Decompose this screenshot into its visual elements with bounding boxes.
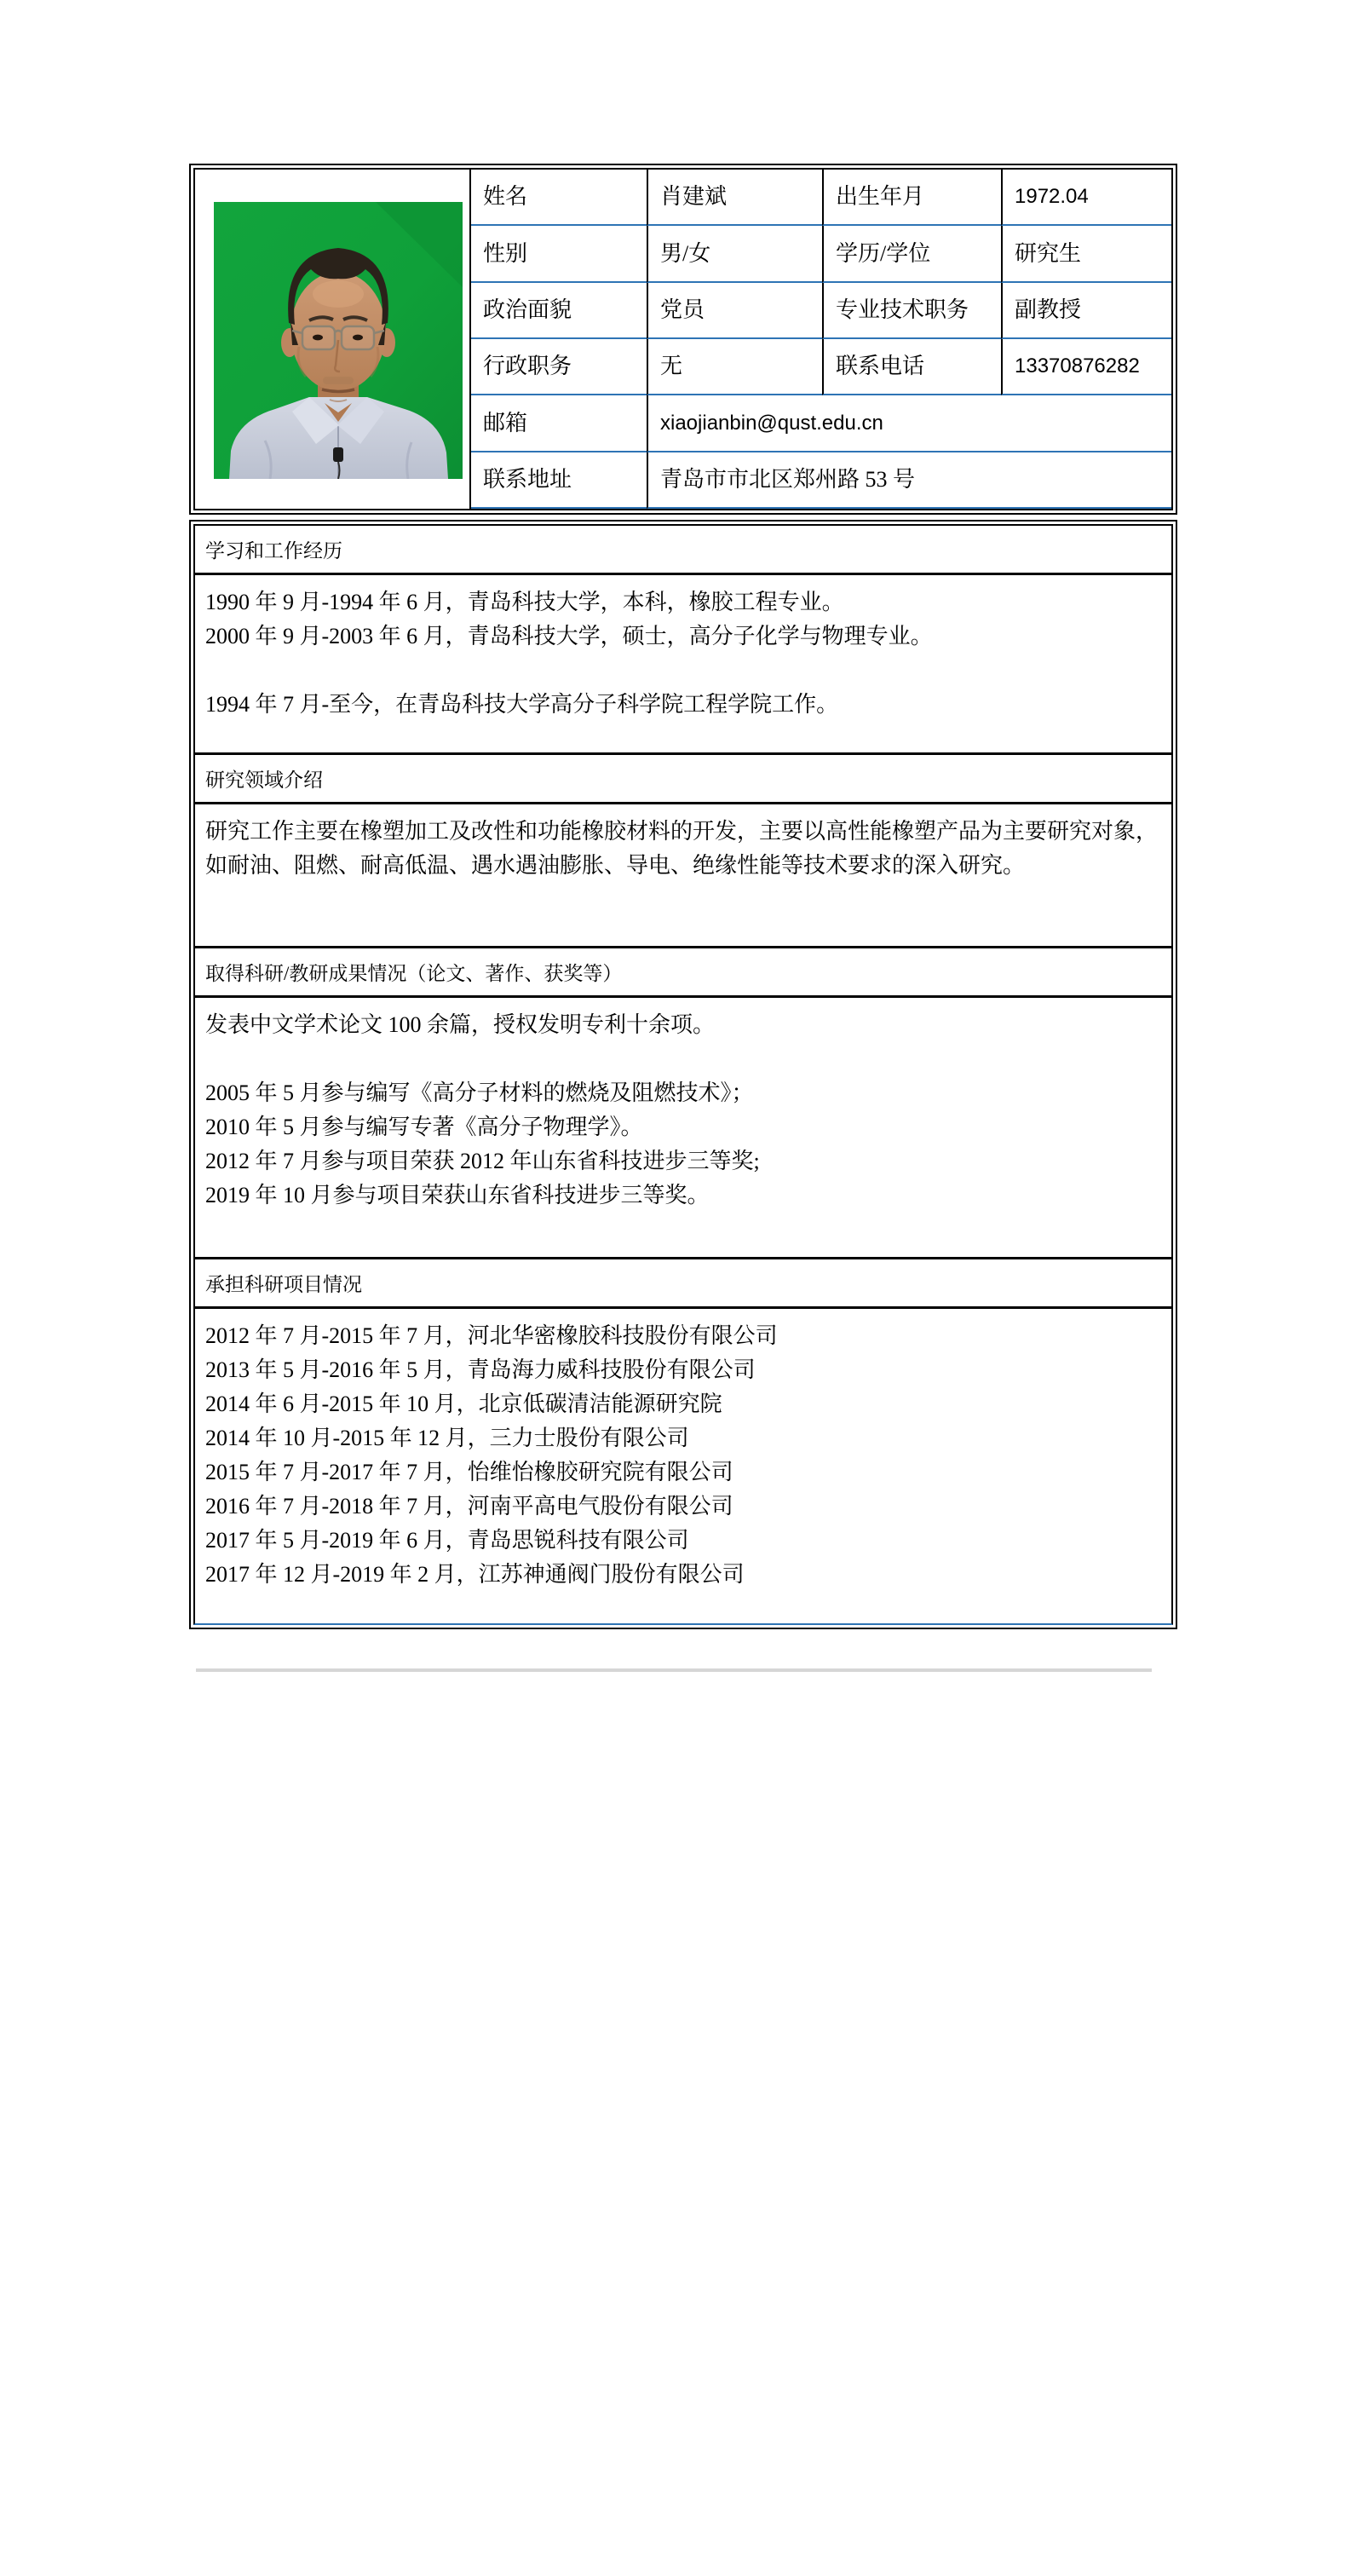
info-label: 出生年月 — [822, 170, 1001, 226]
info-value: 无 — [647, 339, 822, 395]
info-grid — [471, 170, 1171, 509]
section-content — [195, 804, 1171, 946]
profile-info-table-inner — [193, 168, 1173, 510]
content-line: 2017 年 5 月-2019 年 6 月，青岛思锐科技有限公司 — [205, 1528, 689, 1553]
content-line: 2012 年 7 月参与项目荣获 2012 年山东省科技进步三等奖; — [205, 1149, 760, 1173]
content-line: 2014 年 6 月-2015 年 10 月，北京低碳清洁能源研究院 — [205, 1392, 722, 1416]
content-line: 发表中文学术论文 100 余篇，授权发明专利十余项。 — [205, 1012, 716, 1037]
section-title: 取得科研/教研成果情况（论文、著作、获奖等） — [195, 946, 1171, 998]
content-line: 1990 年 9 月-1994 年 6 月，青岛科技大学，本科，橡胶工程专业。 — [205, 590, 844, 614]
section-content — [195, 998, 1171, 1257]
detail-table — [189, 520, 1177, 1629]
info-value: 13370876282 — [1001, 339, 1171, 395]
content-line: 2012 年 7 月-2015 年 7 月，河北华密橡胶科技股份有限公司 — [205, 1323, 778, 1348]
info-label: 性别 — [471, 226, 647, 282]
info-label: 专业技术职务 — [822, 283, 1001, 339]
content-line: 2014 年 10 月-2015 年 12 月，三力士股份有限公司 — [205, 1426, 689, 1450]
info-label: 行政职务 — [471, 339, 647, 395]
content-line — [205, 654, 1161, 688]
profile-photo — [214, 202, 463, 479]
content-line: 2000 年 9 月-2003 年 6 月，青岛科技大学，硕士，高分子化学与物理专业。 — [205, 624, 933, 648]
info-label: 学历/学位 — [822, 226, 1001, 282]
content-line: 2015 年 7 月-2017 年 7 月，怡维怡橡胶研究院有限公司 — [205, 1460, 733, 1484]
info-value: 肖建斌 — [647, 170, 822, 226]
content-line: 2019 年 10 月参与项目荣获山东省科技进步三等奖。 — [205, 1183, 710, 1207]
info-label: 邮箱 — [471, 395, 647, 452]
section-title: 学习和工作经历 — [195, 526, 1171, 575]
content-line: 2010 年 5 月参与编写专著《高分子物理学》。 — [205, 1115, 643, 1139]
photo-cell — [195, 170, 471, 509]
info-value: 男/女 — [647, 226, 822, 282]
info-label: 联系电话 — [822, 339, 1001, 395]
info-value: xiaojianbin@qust.edu.cn — [647, 395, 1171, 452]
info-label: 政治面貌 — [471, 283, 647, 339]
content-line: 2005 年 5 月参与编写《高分子材料的燃烧及阻燃技术》； — [205, 1081, 754, 1105]
info-label: 联系地址 — [471, 452, 647, 509]
content-line — [205, 1042, 1161, 1076]
info-value: 研究生 — [1001, 226, 1171, 282]
info-value: 副教授 — [1001, 283, 1171, 339]
info-value: 青岛市市北区郑州路 53 号 — [647, 452, 1171, 509]
info-label: 姓名 — [471, 170, 647, 226]
section-content — [195, 1309, 1171, 1623]
info-value: 1972.04 — [1001, 170, 1171, 226]
detail-table-inner — [193, 524, 1173, 1625]
content-line: 2013 年 5 月-2016 年 5 月，青岛海力威科技股份有限公司 — [205, 1357, 756, 1382]
section-title: 研究领域介绍 — [195, 752, 1171, 804]
info-value: 党员 — [647, 283, 822, 339]
divider-line — [196, 1668, 1152, 1672]
profile-info-table — [189, 164, 1177, 515]
content-line: 1994 年 7 月-至今，在青岛科技大学高分子科学院工程学院工作。 — [205, 692, 839, 717]
section-title: 承担科研项目情况 — [195, 1257, 1171, 1309]
section-content — [195, 575, 1171, 752]
content-line: 研究工作主要在橡塑加工及改性和功能橡胶材料的开发，主要以高性能橡塑产品为主要研究对象，如耐油、阻燃、耐高低温、遇水遇油膨胀、导电、绝缘性能等技术要求的深入研究。 — [205, 819, 1159, 878]
content-line: 2016 年 7 月-2018 年 7 月，河南平高电气股份有限公司 — [205, 1494, 733, 1519]
content-line: 2017 年 12 月-2019 年 2 月，江苏神通阀门股份有限公司 — [205, 1562, 745, 1587]
